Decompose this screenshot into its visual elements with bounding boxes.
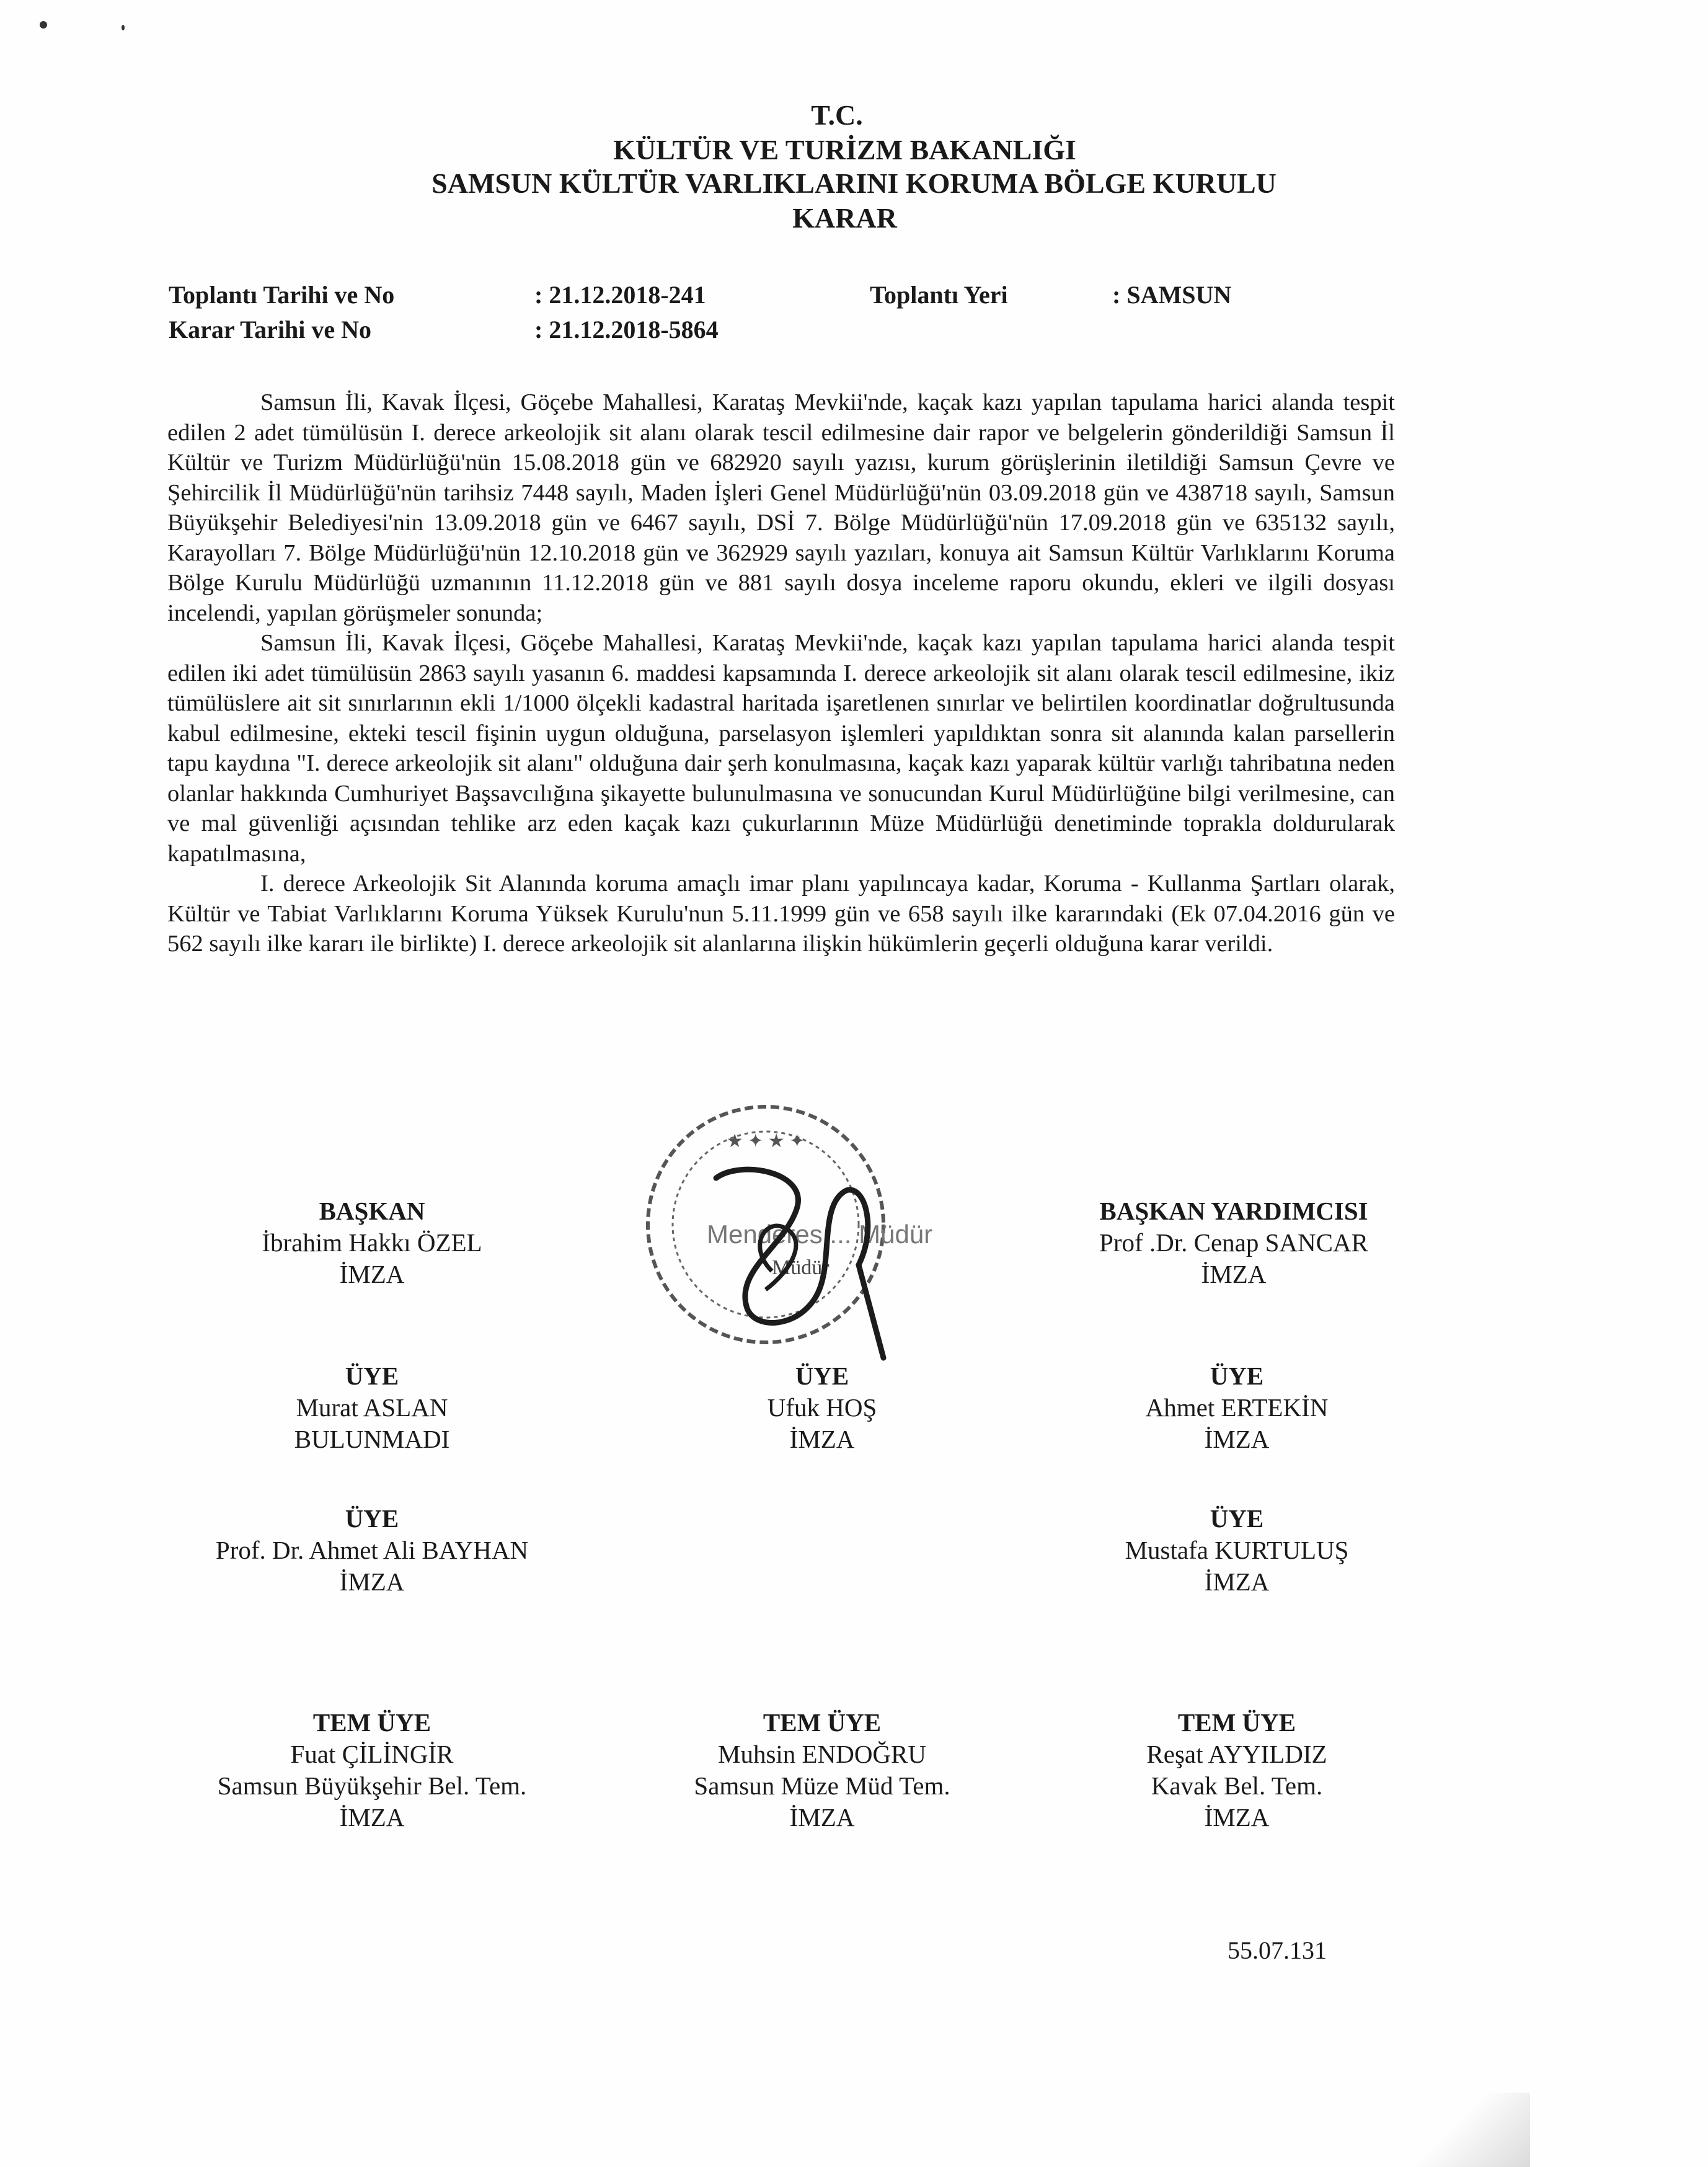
- signatory-name: Muhsin ENDOĞRU: [718, 1740, 926, 1768]
- decision-body: [167, 388, 1395, 959]
- signatory-status: İMZA: [339, 1803, 405, 1832]
- signatory-chair: [155, 1195, 589, 1290]
- header-tc: T.C.: [811, 99, 863, 131]
- meeting-place-value: : SAMSUN: [1112, 281, 1232, 309]
- signatory-member-5: [1020, 1503, 1454, 1598]
- document-reference: 55.07.131: [1228, 1936, 1327, 1964]
- header-ministry: KÜLTÜR VE TURİZM BAKANLIĞI: [613, 134, 1076, 166]
- signatory-role: ÜYE: [1210, 1362, 1264, 1390]
- decision-date-label: Karar Tarihi ve No: [169, 316, 372, 343]
- signatory-org: Samsun Büyükşehir Bel. Tem.: [217, 1771, 527, 1800]
- meeting-date-value: : 21.12.2018-241: [534, 281, 706, 309]
- signatory-status: İMZA: [339, 1260, 405, 1288]
- signatory-status: İMZA: [1204, 1803, 1270, 1832]
- signatory-role: ÜYE: [345, 1504, 399, 1533]
- signatory-status: BULUNMADI: [294, 1425, 450, 1453]
- signatory-status: İMZA: [789, 1425, 855, 1453]
- paragraph-decision: Samsun İli, Kavak İlçesi, Göçebe Mahallesi, Karataş Mevkii'nde, kaçak kazı yapılan tapulama harici alanda tespit edilen iki adet tümülüsün 2863 sayılı yasanın 6. maddesi kapsamında I. derece arkeolojik sit alanı olarak tescil edilmesine, ikiz tümülüslere ait sit sınırlarının ekli 1/1000 ölçekli kadastral haritada işaretlenen sınırlar ve belirtilen koordinatlar doğrultusunda kabul edilmesine, ekteki tescil fişinin uygun olduğuna, parselasyon işlemleri yapıldıktan sonra sit alanında kalan parsellerin tapu kaydına "I. derece arkeolojik sit alanı" olduğuna dair şerh konulmasına, kaçak kazı yaparak kültür varlığı tahribatına neden olanlar hakkında Cumhuriyet Başsavcılığına şikayette bulunulmasına ve sonucundan Kurul Müdürlüğüne bilgi verilmesine, can ve mal güvenliği açısından tehlike arz eden kaçak kazı çukurlarının Müze Müdürlüğü denetiminde toprakla doldurularak kapatılmasına,: [167, 630, 1395, 867]
- scan-speck: [40, 21, 47, 29]
- svg-text:Müdür: Müdür: [772, 1256, 830, 1279]
- signatory-org: Kavak Bel. Tem.: [1151, 1771, 1323, 1800]
- signatory-role: BAŞKAN YARDIMCISI: [1099, 1197, 1368, 1225]
- signatory-member-4: [155, 1503, 589, 1598]
- scan-shadow: [1406, 2093, 1530, 2167]
- signatory-status: İMZA: [1201, 1260, 1267, 1288]
- signatory-role: ÜYE: [345, 1362, 399, 1390]
- paragraph-conditions: I. derece Arkeolojik Sit Alanında koruma amaçlı imar planı yapılıncaya kadar, Koruma - Kullanma Şartları olarak, Kültür ve Tabiat Varlıklarını Koruma Yüksek Kurulu'nun 5.11.1999 gün ve 658 sayılı ilke kararındaki (Ek 07.04.2016 gün ve 562 sayılı ilke kararı ile birlikte) I. derece arkeolojik sit alanlarına ilişkin hükümlerin geçerli olduğuna karar verildi.: [167, 871, 1395, 957]
- svg-text:Menderes ... Müdür: Menderes ... Müdür: [707, 1220, 933, 1249]
- signatory-status: İMZA: [1204, 1425, 1270, 1453]
- signatory-vice-chair: [1017, 1195, 1451, 1290]
- signatory-member-2: [605, 1360, 1039, 1455]
- signatory-status: İMZA: [339, 1567, 405, 1596]
- signatory-rep-2: [605, 1707, 1039, 1833]
- signatory-role: BAŞKAN: [319, 1197, 425, 1225]
- signatory-name: Reşat AYYILDIZ: [1146, 1740, 1327, 1768]
- signatory-role: TEM ÜYE: [312, 1708, 431, 1737]
- signatory-name: Prof. Dr. Ahmet Ali BAYHAN: [215, 1536, 529, 1564]
- paragraph-intro: Samsun İli, Kavak İlçesi, Göçebe Mahallesi, Karataş Mevkii'nde, kaçak kazı yapılan tapulama harici alanda tespit edilen 2 adet tümülüsün I. derece arkeolojik sit alanı olarak tescil edilmesine dair rapor ve belgelerin gönderildiği Samsun İl Kültür ve Turizm Müdürlüğü'nün 15.08.2018 gün ve 682920 sayılı yazısı, kurum görüşlerinin iletildiği Samsun Çevre ve Şehircilik İl Müdürlüğü'nün tarihsiz 7448 sayılı, Maden İşleri Genel Müdürlüğü'nün 03.09.2018 gün ve 438718 sayılı, Samsun Büyükşehir Belediyesi'nin 13.09.2018 gün ve 6467 sayılı, DSİ 7. Bölge Müdürlüğü'nün 17.09.2018 gün ve 635132 sayılı, Karayolları 7. Bölge Müdürlüğü'nün 12.10.2018 gün ve 362929 sayılı yazıları, konuya ait Samsun Kültür Varlıklarını Koruma Bölge Kurulu Müdürlüğü uzmanının 11.12.2018 gün ve 881 sayılı dosya inceleme raporu okundu, ekleri ve ilgili dosyası incelendi, yapılan görüşmeler sonunda;: [167, 389, 1395, 626]
- scan-speck: [122, 25, 125, 30]
- meeting-date-label: Toplantı Tarihi ve No: [169, 281, 395, 309]
- decision-date-value: : 21.12.2018-5864: [534, 316, 719, 343]
- signatory-name: Fuat ÇİLİNGİR: [290, 1740, 454, 1768]
- meeting-place-label: Toplantı Yeri: [870, 281, 1008, 309]
- official-seal-stamp: [623, 1085, 933, 1376]
- signatory-status: İMZA: [1204, 1567, 1270, 1596]
- signatory-name: Ahmet ERTEKİN: [1145, 1393, 1329, 1422]
- signatory-role: ÜYE: [1210, 1504, 1264, 1533]
- signatory-name: İbrahim Hakkı ÖZEL: [262, 1228, 482, 1257]
- signatory-role: TEM ÜYE: [1177, 1708, 1296, 1737]
- signatory-name: Prof .Dr. Cenap SANCAR: [1099, 1228, 1368, 1257]
- header-decision: KARAR: [792, 202, 897, 234]
- signatory-name: Ufuk HOŞ: [767, 1393, 877, 1422]
- signatory-role: ÜYE: [795, 1362, 849, 1390]
- signatory-role: TEM ÜYE: [763, 1708, 882, 1737]
- signatory-member-1: [155, 1360, 589, 1455]
- header-board: SAMSUN KÜLTÜR VARLIKLARINI KORUMA BÖLGE KURULU: [431, 167, 1277, 199]
- signatory-member-3: [1020, 1360, 1454, 1455]
- signatory-rep-1: [155, 1707, 589, 1833]
- signatory-status: İMZA: [789, 1803, 855, 1832]
- signatory-name: Mustafa KURTULUŞ: [1125, 1536, 1349, 1564]
- signatory-org: Samsun Müze Müd Tem.: [694, 1771, 950, 1800]
- signatory-rep-3: [1020, 1707, 1454, 1833]
- svg-text:★ ✦ ★ ✦: ★ ✦ ★ ✦: [726, 1131, 805, 1151]
- signatory-name: Murat ASLAN: [296, 1393, 448, 1422]
